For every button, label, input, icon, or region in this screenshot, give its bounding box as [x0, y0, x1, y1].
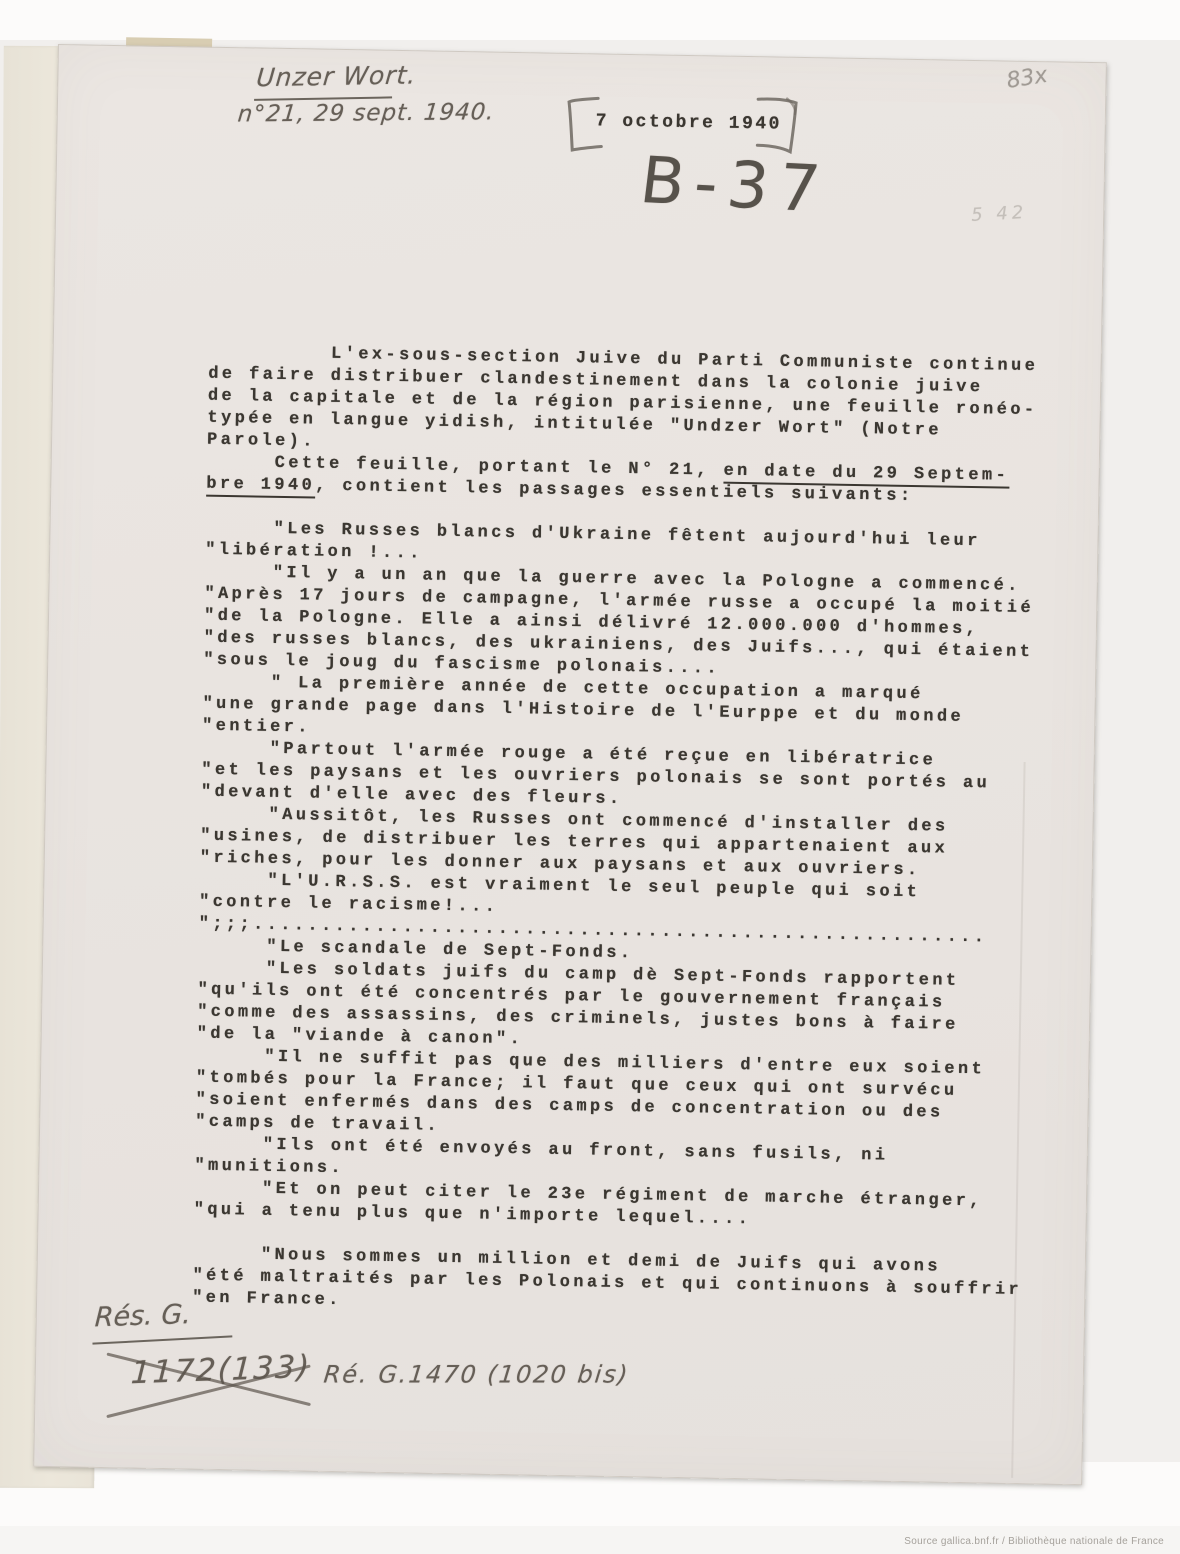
pencil-underline	[92, 1335, 232, 1344]
scanner-background-top	[0, 0, 1180, 40]
handwritten-file-number: B-37	[636, 144, 834, 228]
handwritten-corner-mark: 83x	[1004, 62, 1050, 94]
body-underlined-date-part2: bre 1940	[206, 475, 315, 499]
handwritten-shelfmark-new: Ré. G.1470 (1020 bis)	[322, 1360, 631, 1389]
body-intro: L'ex-sous-section Juive du Parti Communiste continue de faire distribuer clandestinement dans la colonie juive de la capitale et de la région parisienne, une feuille ronéo- typée en langue yidish, intitulée "Undzer Wort" (Notre Parole). Cette feuille, portant le N° 21,	[206, 343, 1039, 481]
handwritten-shelfmark-old: 1172(133)	[129, 1348, 313, 1392]
body-rest: , contient les passages essentiels suivants: "Les Russes blancs d'Ukraine fêtent aujourd'hui leur "libération !... "Il y a un an que la guerre avec la Pologne a commencé. "Après 17 jours de campagne, l'armée russe a occupé la moitié "de la Pologne. Elle a ainsi délivré 12.000.000 d'hommes, "des russes blancs, des ukrainiens, des Juifs..., qui étaient "sous le joug du fascisme polonais.... " La première année de cette occupation a marqué "une grande page dans l'Histoire de l'Eurppe et du monde "entier. "Partout l'armée rouge a été reçue en libératrice "et les paysans et les ouvriers polonais se sont portés au "devant d'elle avec des fleurs. "Aussitôt, les Russes ont commencé d'installer des "usines, de distribuer les terres qui appartenaient aux "riches, pour les donner aux paysans et aux ouvriers. "L'U.R.S.S. est vraiment le seul peuple qui soit "contre le racisme!... ";;;...................................................... "Le scandale de Sept-Fonds. "Les soldats juifs du camp dè Sept-Fonds rapportent "qu'ils ont été concentrés par le gouvernement français "comme des assassins, des criminels, justes bons à faire "de la "viande à canon". "Il ne suffit pas que des milliers d'entre eux soient "tombés pour la France; il faut que ceux qui ont survécu "soient enfermés dans des camps de concentration ou des "camps de travail. "Ils ont été envoyés au front, sans fusils, ni "munitions. "Et on peut citer le 23e régiment de marche étranger, "qui a tenu plus que n'importe lequel.... "Nous sommes un million et demi de Juifs qui avons "été maltraités par les Polonais et qui continuons à souffrir "en France.	[191, 476, 1035, 1311]
typed-body-text	[192, 320, 1039, 1346]
handwritten-issue-date: n°21, 29 sept. 1940.	[236, 99, 496, 128]
handwritten-publication-title: Unzer Wort.	[255, 60, 418, 93]
body-underlined-date-part1: en date du 29 Septem-	[723, 462, 1009, 489]
document-page	[33, 44, 1107, 1485]
source-credit: Source gallica.bnf.fr / Bibliothèque nationale de France	[904, 1536, 1164, 1547]
faint-pencil-mark: 5 42	[970, 201, 1028, 226]
typed-date-stamp: 7 octobre 1940	[595, 111, 783, 135]
handwritten-shelfmark-label: Rés. G.	[94, 1298, 192, 1334]
gallica-footer-strip	[0, 1526, 1180, 1554]
